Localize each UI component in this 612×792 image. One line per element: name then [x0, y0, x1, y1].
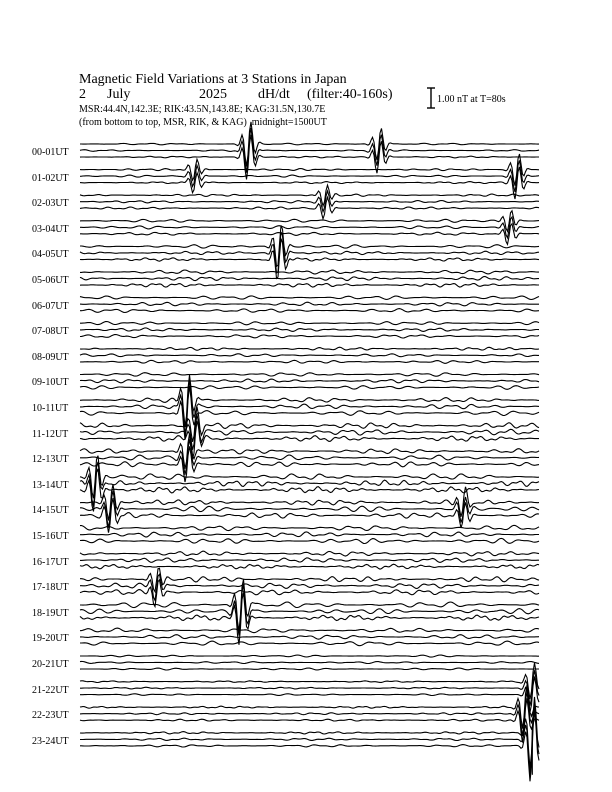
trace-20-21UT-MSR	[80, 668, 539, 670]
trace-20-21UT-KAG	[80, 655, 539, 657]
hour-label-01-02UT: 01-02UT	[32, 172, 69, 184]
trace-22-23UT-RIK	[80, 692, 539, 737]
trace-15-16UT-RIK	[80, 532, 539, 537]
trace-16-17UT-MSR	[80, 564, 539, 569]
hour-label-03-04UT: 03-04UT	[32, 223, 69, 235]
hour-label-10-11UT: 10-11UT	[32, 403, 69, 414]
midnight-note: midnight=1500UT	[251, 117, 327, 128]
trace-21-22UT-RIK	[80, 670, 539, 706]
hour-label-13-14UT: 13-14UT	[32, 479, 69, 491]
trace-18-19UT-MSR	[80, 592, 539, 645]
hour-label-14-15UT: 14-15UT	[32, 505, 69, 517]
chart-title: Magnetic Field Variations at 3 Stations in Japan	[79, 72, 347, 87]
trace-12-13UT-RIK	[80, 439, 539, 474]
trace-17-18UT-MSR	[80, 580, 539, 607]
quantity-label: dH/dt	[258, 87, 290, 102]
trace-11-12UT-RIK	[80, 415, 539, 450]
trace-10-11UT-KAG	[80, 375, 539, 426]
trace-13-14UT-RIK	[80, 462, 539, 507]
hour-label-18-19UT: 18-19UT	[32, 607, 69, 619]
hour-label-00-01UT: 00-01UT	[32, 147, 69, 158]
hour-label-23-24UT: 23-24UT	[32, 735, 69, 747]
trace-00-01UT-MSR	[80, 135, 539, 180]
order-note: (from bottom to top, MSR, RIK, & KAG)	[79, 117, 247, 128]
trace-19-20UT-RIK	[80, 635, 539, 640]
station-coordinates: MSR:44.4N,142.3E; RIK:43.5N,143.8E; KAG:31.5N,130.7E	[79, 104, 326, 115]
hour-label-20-21UT: 20-21UT	[32, 659, 69, 670]
trace-16-17UT-KAG	[80, 551, 539, 556]
trace-01-02UT-KAG	[80, 154, 539, 186]
hour-label-19-20UT: 19-20UT	[32, 633, 69, 645]
trace-06-07UT-RIK	[80, 302, 539, 306]
trace-05-06UT-RIK	[80, 277, 539, 281]
hour-label-12-13UT: 12-13UT	[32, 454, 69, 466]
trace-07-08UT-KAG	[80, 322, 539, 325]
trace-15-16UT-KAG	[80, 525, 539, 530]
trace-07-08UT-MSR	[80, 335, 539, 339]
hour-label-08-09UT: 08-09UT	[32, 351, 69, 363]
scale-bar-label: 1.00 nT at T=80s	[437, 94, 506, 105]
trace-group	[80, 122, 539, 781]
trace-16-17UT-RIK	[80, 558, 539, 563]
trace-09-10UT-KAG	[80, 373, 539, 377]
trace-20-21UT-RIK	[80, 661, 539, 663]
trace-05-06UT-MSR	[80, 284, 539, 288]
trace-19-20UT-MSR	[80, 641, 539, 646]
trace-09-10UT-MSR	[80, 386, 539, 390]
hour-label-05-06UT: 05-06UT	[32, 275, 69, 286]
filter-label: (filter:40-160s)	[307, 87, 393, 102]
trace-00-01UT-KAG	[80, 122, 539, 167]
hour-label-15-16UT: 15-16UT	[32, 531, 69, 542]
trace-15-16UT-MSR	[80, 538, 539, 543]
hour-label-11-12UT: 11-12UT	[32, 428, 69, 440]
date-year: 2025	[199, 87, 227, 102]
trace-06-07UT-MSR	[80, 309, 539, 313]
trace-22-23UT-KAG	[80, 685, 539, 729]
trace-01-02UT-RIK	[80, 160, 539, 192]
hour-label-21-22UT: 21-22UT	[32, 684, 69, 696]
hour-label-17-18UT: 17-18UT	[32, 582, 69, 594]
trace-13-14UT-MSR	[80, 469, 539, 512]
hour-label-09-10UT: 09-10UT	[32, 377, 69, 389]
trace-09-10UT-RIK	[80, 379, 539, 383]
trace-08-09UT-KAG	[80, 347, 539, 350]
trace-10-11UT-MSR	[80, 386, 539, 440]
trace-08-09UT-MSR	[80, 360, 539, 363]
scale-bar	[427, 88, 435, 108]
trace-00-01UT-RIK	[80, 128, 539, 173]
trace-03-04UT-KAG	[80, 211, 539, 232]
hour-label-22-23UT: 22-23UT	[32, 710, 69, 722]
trace-02-03UT-MSR	[80, 197, 539, 219]
date-month: July	[107, 87, 131, 102]
trace-06-07UT-KAG	[80, 296, 539, 300]
hour-label-16-17UT: 16-17UT	[32, 556, 69, 568]
date-day: 2	[79, 87, 86, 102]
trace-07-08UT-RIK	[80, 328, 539, 332]
hour-label-04-05UT: 04-05UT	[32, 249, 69, 261]
trace-22-23UT-MSR	[80, 698, 539, 742]
hour-label-07-08UT: 07-08UT	[32, 326, 69, 338]
trace-13-14UT-KAG	[80, 456, 539, 499]
trace-19-20UT-KAG	[80, 628, 539, 633]
hour-label-02-03UT: 02-03UT	[32, 198, 69, 210]
trace-05-06UT-KAG	[80, 270, 539, 274]
trace-08-09UT-RIK	[80, 354, 539, 357]
hour-label-06-07UT: 06-07UT	[32, 300, 69, 312]
trace-04-05UT-RIK	[80, 232, 539, 273]
